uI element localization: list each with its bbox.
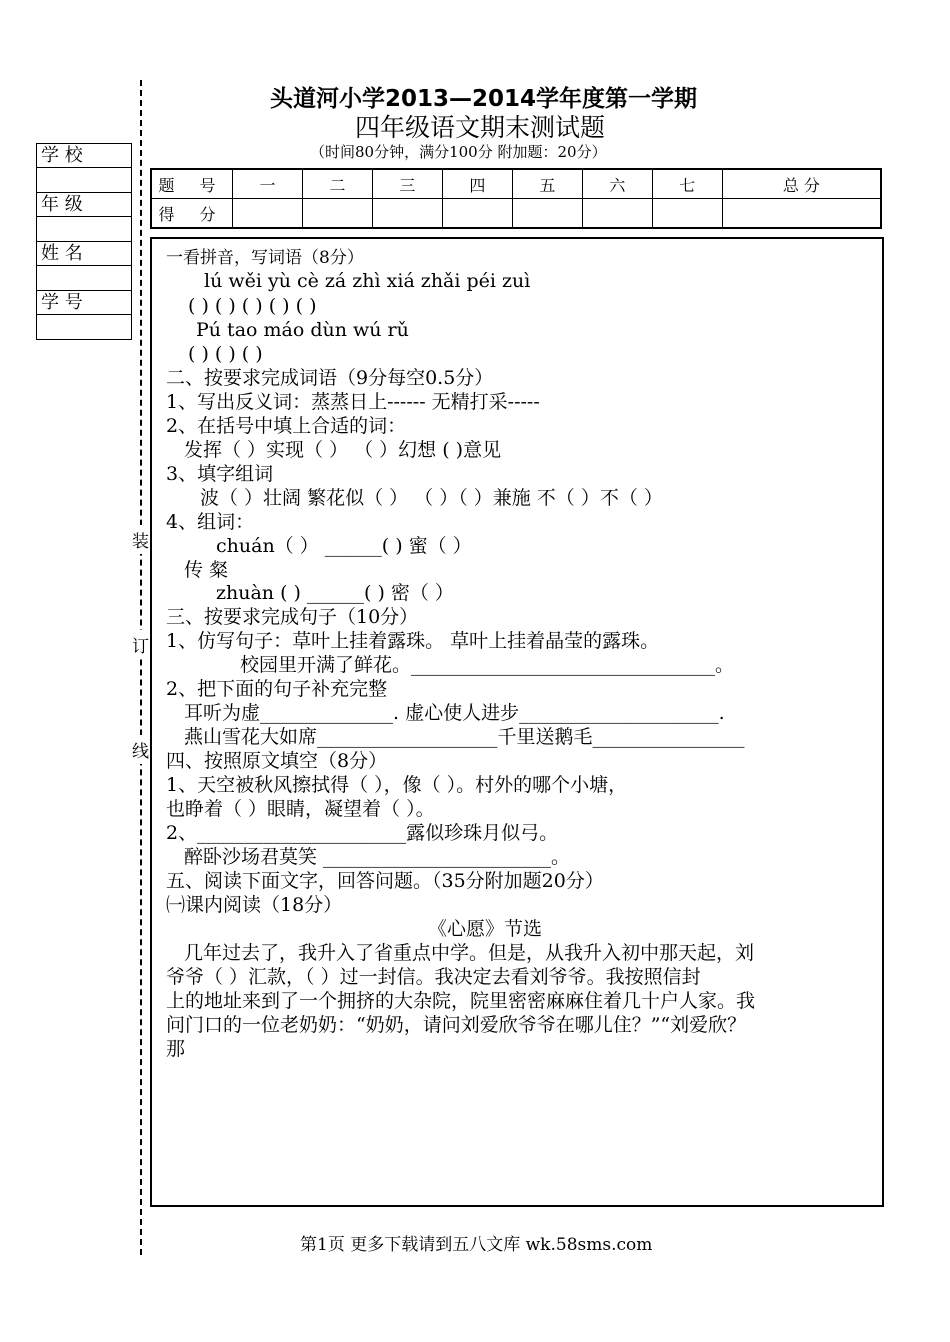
col-6: 六 xyxy=(582,169,652,199)
name-field[interactable] xyxy=(37,266,131,291)
score-label: 得 分 xyxy=(151,199,233,229)
section-5-title: 五、阅读下面文字，回答问题。（35分附加题20分） xyxy=(166,870,604,892)
score-cell[interactable] xyxy=(652,199,722,229)
complete-sentence-2: 燕山雪花大如席___________________千里送鹅毛________________ xyxy=(184,726,745,748)
score-cell[interactable] xyxy=(722,199,881,229)
section-2-title: 二、按要求完成词语（9分每空0.5分） xyxy=(166,367,494,389)
fill-word-items: 发挥（ ）实现（ ） （ ）幻想 ( )意见 xyxy=(184,439,502,461)
imitate-answer: 校园里开满了鲜花。________________________________。 xyxy=(240,654,735,676)
section-3-title: 三、按要求完成句子（10分） xyxy=(166,606,419,628)
score-cell[interactable] xyxy=(512,199,582,229)
binding-ding: 订 xyxy=(132,630,149,659)
passage-title: 《心愿》节选 xyxy=(428,918,543,940)
score-row xyxy=(151,199,881,229)
score-header-row xyxy=(151,169,881,199)
number-field[interactable] xyxy=(37,315,131,340)
poem-fill-2: 醉卧沙场君莫笑 ________________________。 xyxy=(184,846,571,868)
score-cell[interactable] xyxy=(582,199,652,229)
section-4-title: 四、按照原文填空（8分） xyxy=(166,750,388,772)
complete-sentence-1: 耳听为虚______________. 虚心使人进步_____________________. xyxy=(184,702,725,724)
grade-label: 年 级 xyxy=(37,193,131,217)
passage-line-1: 几年过去了，我升入了省重点中学。但是，从我升入初中那天起，刘 xyxy=(184,942,755,964)
reading-part-1: ㈠课内阅读（18分） xyxy=(166,894,343,916)
imitate-sentence: 1、仿写句子：草叶上挂着露珠。 草叶上挂着晶莹的露珠。 xyxy=(166,630,660,652)
grade-field[interactable] xyxy=(37,217,131,242)
score-cell[interactable] xyxy=(442,199,512,229)
pinyin-row-1: lú wěi yù cè zá zhì xiá zhǎi péi zuì xyxy=(204,270,531,292)
col-4: 四 xyxy=(442,169,512,199)
binding-line xyxy=(140,80,142,1255)
fill-word-question: 2、在括号中填上合适的词： xyxy=(166,415,407,437)
col-total: 总 分 xyxy=(722,169,881,199)
passage-line-3: 上的地址来到了一个拥挤的大杂院，院里密密麻麻住着几十户人家。我 xyxy=(166,990,756,1012)
binding-xian: 线 xyxy=(132,735,149,764)
question-number-label: 题 号 xyxy=(151,169,233,199)
score-table xyxy=(150,168,882,229)
recite-fill-2: 也睁着（ ）眼睛，凝望着（ ）。 xyxy=(166,798,435,820)
word-group-row-1: chuán（ ） ______( ) 蜜（ ） xyxy=(216,535,472,557)
pinyin-row-2: Pú tao máo dùn wú rǔ xyxy=(196,319,409,341)
col-3: 三 xyxy=(372,169,442,199)
passage-line-5: 那 xyxy=(166,1038,186,1060)
col-1: 一 xyxy=(233,169,303,199)
answer-brackets-2: ( ) ( ) ( ) xyxy=(188,343,263,365)
fill-char-question: 3、填字组词 xyxy=(166,463,274,485)
col-2: 二 xyxy=(302,169,372,199)
complete-sentence-question: 2、把下面的句子补充完整 xyxy=(166,678,388,700)
passage-line-4: 问门口的一位老奶奶：“奶奶，请问刘爱欣爷爷在哪儿住？”“刘爱欣？ xyxy=(166,1014,747,1036)
binding-zhuang: 装 xyxy=(132,525,149,554)
poem-fill-1: 2、______________________露似珍珠月似弓。 xyxy=(166,822,559,844)
passage-line-2: 爷爷（ ）汇款，（ ）过一封信。我决定去看刘爷爷。我按照信封 xyxy=(166,966,701,988)
score-cell[interactable] xyxy=(372,199,442,229)
school-label: 学 校 xyxy=(37,144,131,168)
word-group-row-2: 传 粲 xyxy=(184,559,229,581)
exam-info: （时间80分钟，满分100分 附加题：20分） xyxy=(310,143,607,161)
score-cell[interactable] xyxy=(302,199,372,229)
school-field[interactable] xyxy=(37,168,131,193)
antonym-question: 1、写出反义词：蒸蒸日上------ 无精打采----- xyxy=(166,391,540,413)
page-footer: 第1页 更多下载请到五八文库 wk.58sms.com xyxy=(300,1235,653,1255)
section-1-title: 一看拼音，写词语（8分） xyxy=(166,248,364,268)
word-group-question: 4、组词： xyxy=(166,511,255,533)
student-info-box xyxy=(36,143,132,340)
word-group-row-3: zhuàn ( ) ______( ) 密（ ） xyxy=(216,582,454,604)
exam-body-frame xyxy=(150,237,884,1207)
exam-title: 四年级语文期末测试题 xyxy=(355,113,606,142)
fill-char-items: 波（ ）壮阔 繁花似（ ） （ ）（ ）兼施 不（ ）不（ ） xyxy=(200,487,663,509)
number-label: 学 号 xyxy=(37,291,131,315)
col-7: 七 xyxy=(652,169,722,199)
col-5: 五 xyxy=(512,169,582,199)
name-label: 姓 名 xyxy=(37,242,131,266)
school-title: 头道河小学2013—2014学年度第一学期 xyxy=(270,86,698,112)
recite-fill-1: 1、天空被秋风擦拭得（ ），像（ ）。村外的哪个小塘， xyxy=(166,774,628,796)
score-cell[interactable] xyxy=(233,199,303,229)
answer-brackets-1: ( ) ( ) ( ) ( ) ( ) xyxy=(188,295,317,317)
